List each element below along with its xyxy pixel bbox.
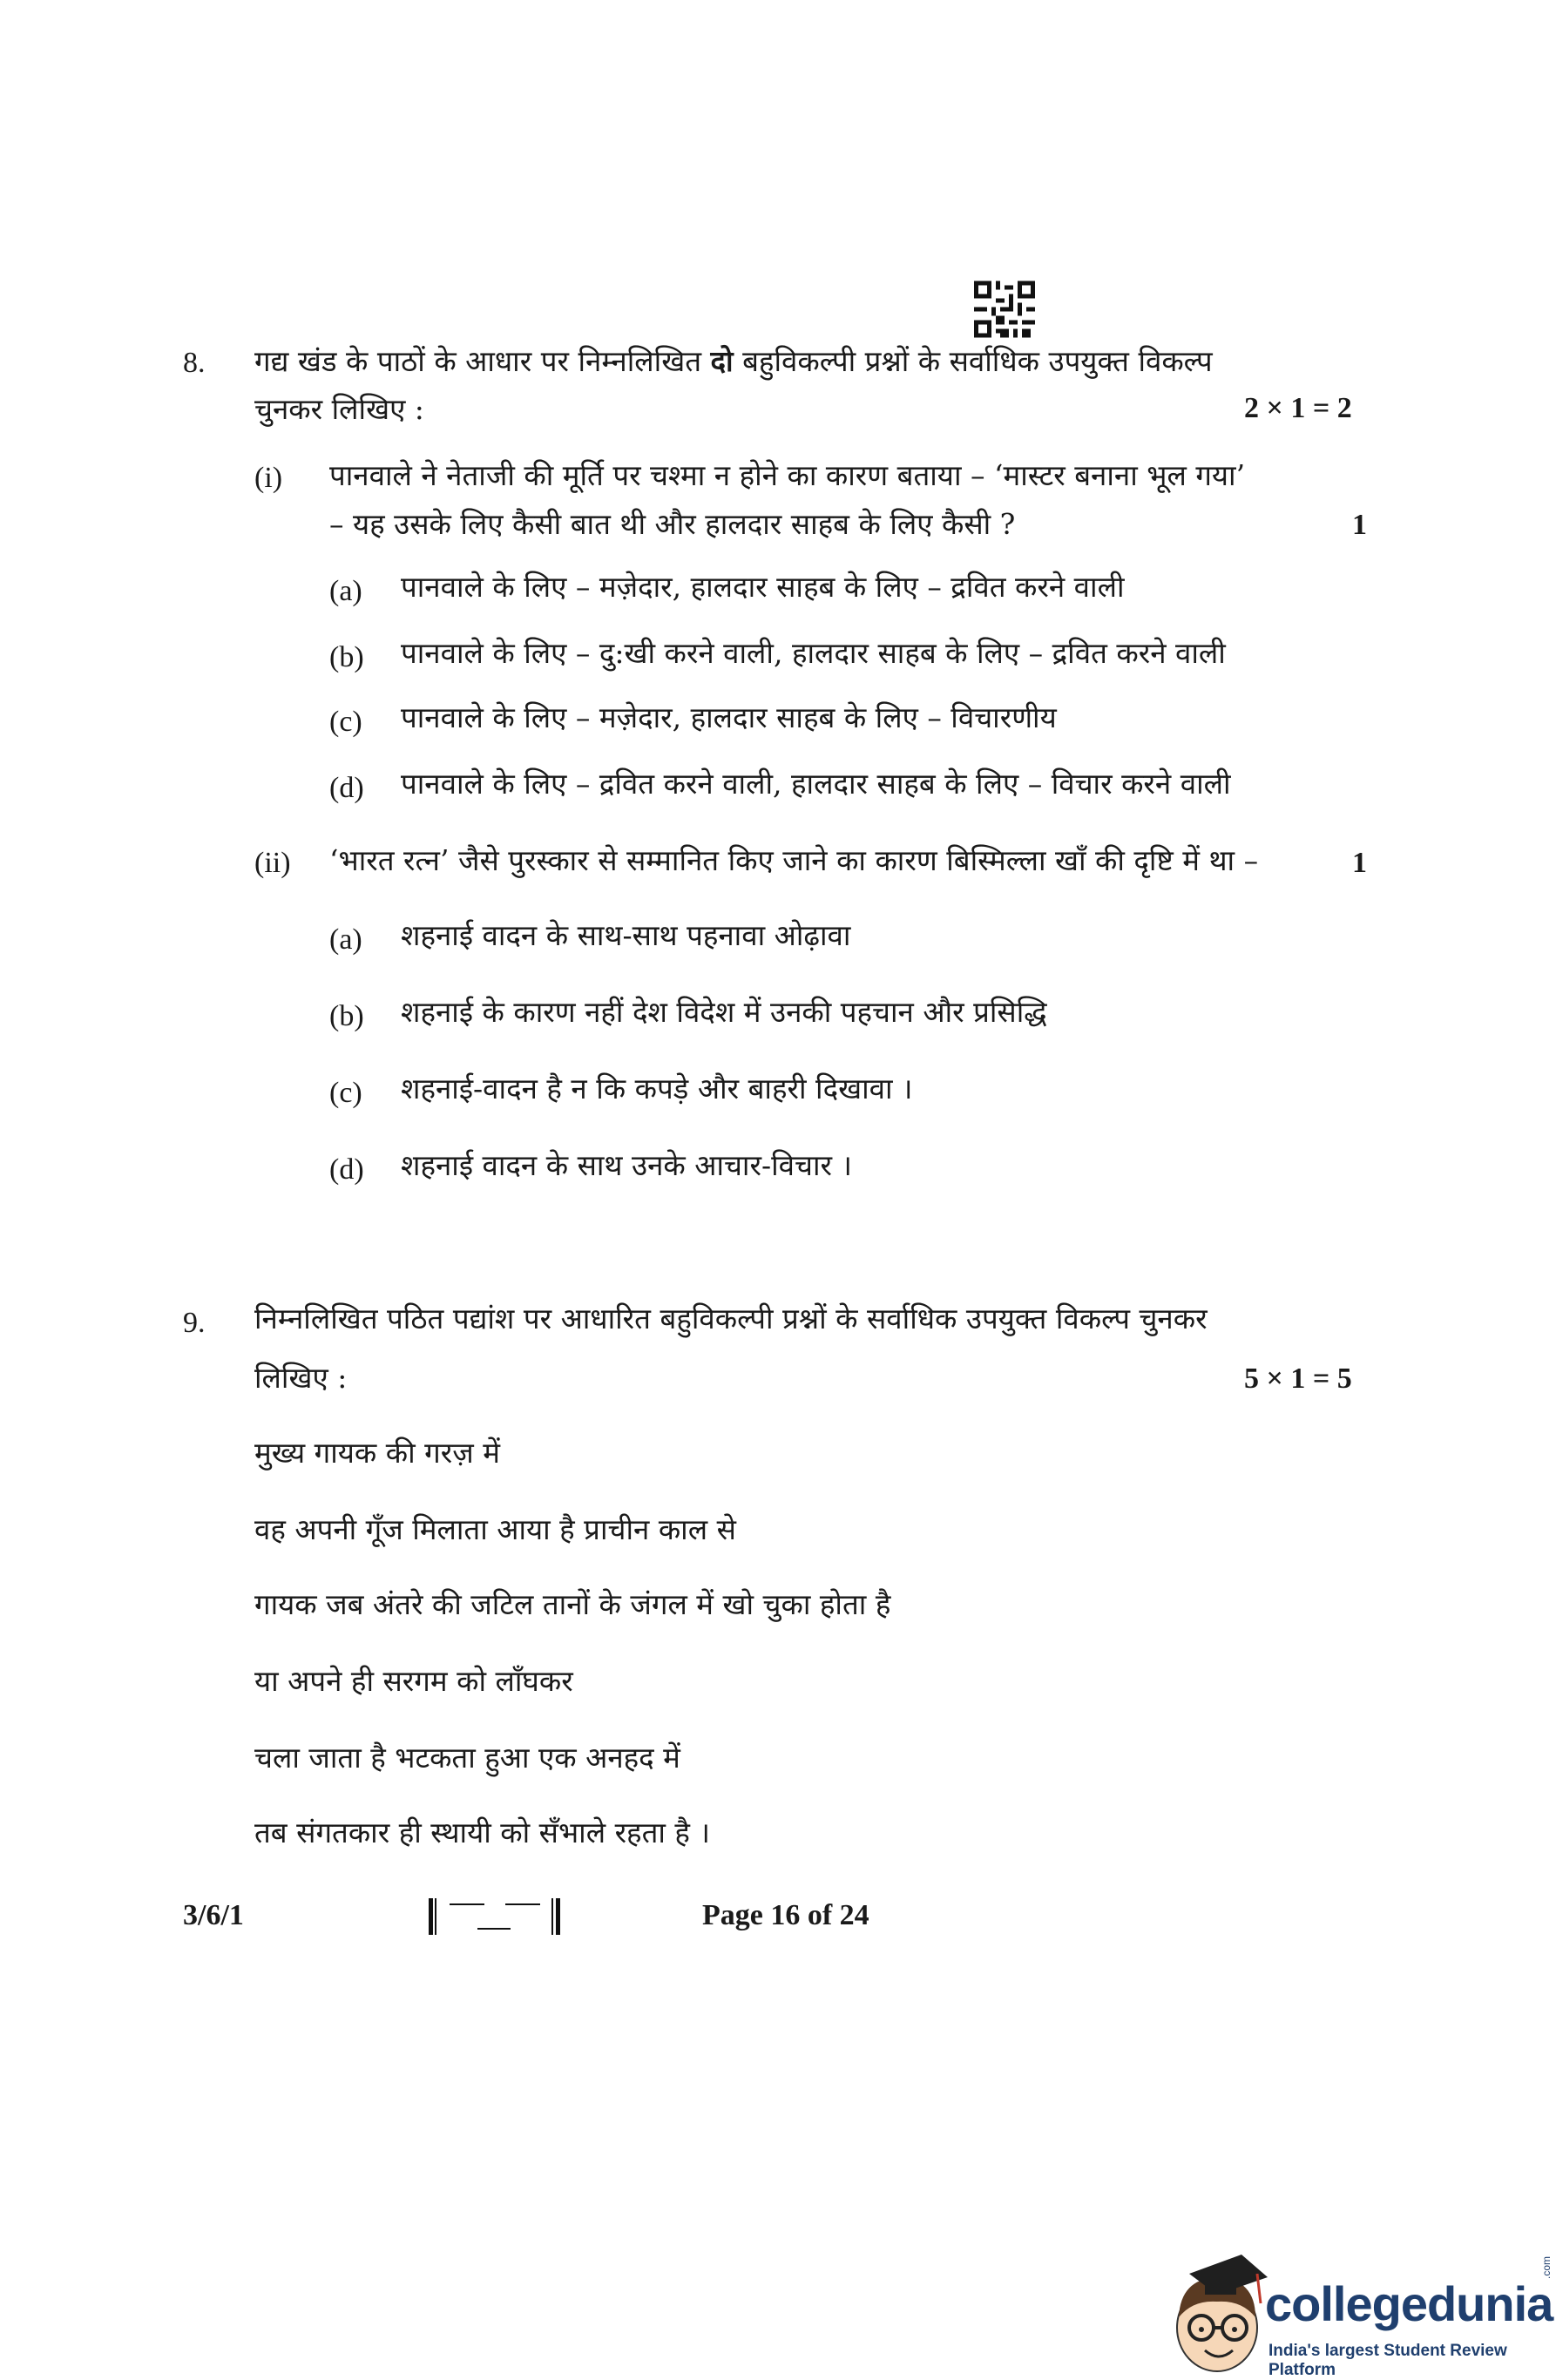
subquestion-text: पानवाले ने नेताजी की मूर्ति पर चश्मा न होने का कारण बताया – ‘मास्टर बनाना भूल गया’ xyxy=(329,458,1246,492)
question-marks: 2 × 1 = 2 xyxy=(1244,392,1352,424)
option-label: (a) xyxy=(329,575,362,607)
option-text: शहनाई-वादन है न कि कपड़े और बाहरी दिखावा । xyxy=(401,1072,913,1105)
question-intro-line2: चुनकर लिखिए : xyxy=(254,392,424,426)
intro-text: गद्य खंड के पाठों के आधार पर निम्नलिखित xyxy=(254,344,711,378)
option-label: (d) xyxy=(329,1153,364,1186)
option-text: पानवाले के लिए – मज़ेदार, हालदार साहब के लिए – द्रवित करने वाली xyxy=(401,570,1125,604)
option-label: (a) xyxy=(329,923,362,956)
poem-line: चला जाता है भटकता हुआ एक अनहद में xyxy=(254,1741,680,1775)
intro-bold-word: दो xyxy=(710,344,734,378)
question-intro-line2: लिखिए : xyxy=(254,1361,348,1395)
watermark-com: .com xyxy=(1540,2255,1553,2279)
question-number: 9. xyxy=(183,1307,206,1339)
option-text: शहनाई वादन के साथ उनके आचार-विचार । xyxy=(401,1148,853,1182)
option-label: (d) xyxy=(329,772,364,804)
poem-line: तब संगतकार ही स्थायी को सँभाले रहता है । xyxy=(254,1815,710,1849)
question-intro: निम्नलिखित पठित पद्यांश पर आधारित बहुविकल्पी प्रश्नों के सर्वाधिक उपयुक्त विकल्प चुनकर xyxy=(254,1302,1208,1335)
paper-code: 3/6/1 xyxy=(183,1899,244,1931)
poem-line: या अपने ही सरगम को लाँघकर xyxy=(254,1664,573,1698)
intro-text: बहुविकल्पी प्रश्नों के सर्वाधिक उपयुक्त विकल्प xyxy=(733,344,1213,378)
option-text: पानवाले के लिए – द्रवित करने वाली, हालदार साहब के लिए – विचार करने वाली xyxy=(401,767,1231,801)
option-text: पानवाले के लिए – दु:खी करने वाली, हालदार साहब के लिए – द्रवित करने वाली xyxy=(401,636,1226,670)
question-marks: 5 × 1 = 5 xyxy=(1244,1362,1352,1395)
barcode-mark xyxy=(425,1895,565,1938)
subquestion-mark: 1 xyxy=(1352,509,1367,541)
question-intro xyxy=(254,342,1213,381)
subquestion-label: (ii) xyxy=(254,847,291,879)
page-number: Page 16 of 24 xyxy=(702,1899,869,1931)
poem-line: मुख्य गायक की गरज़ में xyxy=(254,1436,500,1470)
subquestion-mark: 1 xyxy=(1352,847,1367,879)
option-text: शहनाई के कारण नहीं देश विदेश में उनकी पहचान और प्रसिद्धि xyxy=(401,995,1047,1029)
subquestion-text-line2: – यह उसके लिए कैसी बात थी और हालदार साहब के लिए कैसी ? xyxy=(329,507,1016,541)
watermark-brand: collegedunia xyxy=(1265,2276,1553,2331)
option-label: (c) xyxy=(329,1077,362,1109)
poem-line: वह अपनी गूँज मिलाता आया है प्राचीन काल से xyxy=(254,1512,736,1546)
option-label: (b) xyxy=(329,641,364,673)
poem-line: गायक जब अंतरे की जटिल तानों के जंगल में खो चुका होता है xyxy=(254,1587,891,1621)
subquestion-text: ‘भारत रत्न’ जैसे पुरस्कार से सम्मानित किए जाने का कारण बिस्मिल्ला खाँ की दृष्टि में था – xyxy=(329,843,1259,877)
subquestion-label: (i) xyxy=(254,462,283,494)
watermark-tagline: India's largest Student Review Platform xyxy=(1268,2342,1507,2379)
question-number: 8. xyxy=(183,347,206,379)
option-label: (b) xyxy=(329,1000,364,1032)
option-text: शहनाई वादन के साथ-साथ पहनावा ओढ़ावा xyxy=(401,918,851,952)
option-label: (c) xyxy=(329,706,362,738)
option-text: पानवाले के लिए – मज़ेदार, हालदार साहब के लिए – विचारणीय xyxy=(401,700,1057,734)
qr-code xyxy=(974,281,1035,338)
